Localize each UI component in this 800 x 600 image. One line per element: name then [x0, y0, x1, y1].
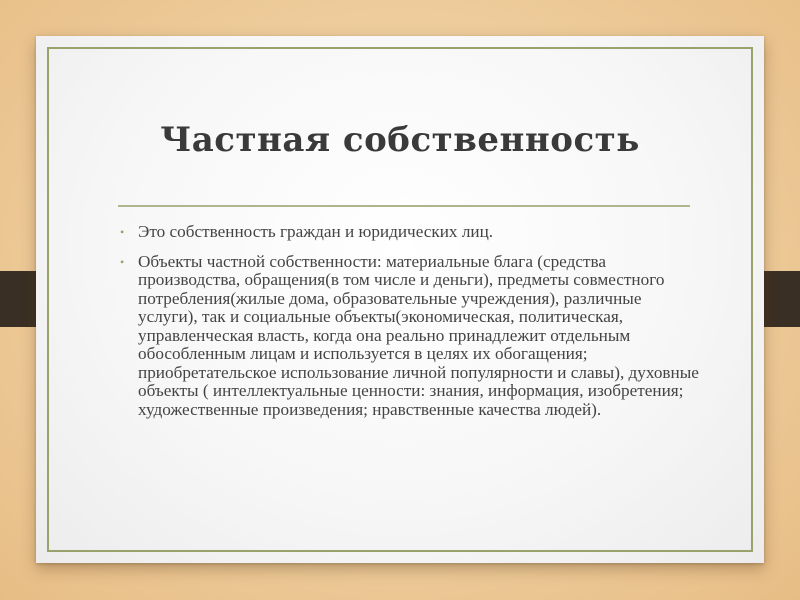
bullet-item [120, 253, 700, 420]
bullet-marker-icon: • [120, 225, 125, 239]
bullet-item [120, 223, 700, 242]
slide-title: Частная собственность [160, 120, 640, 160]
bullet-marker-icon: • [120, 254, 125, 269]
bullet-list [120, 223, 700, 430]
bullet-text: Это собственность граждан и юридических лиц. [138, 222, 494, 241]
slide-card [36, 36, 764, 563]
title-divider [118, 205, 690, 207]
bullet-text: Объекты частной собственности: материальные блага (средства производства, обращения(в том числе и деньги), предметы совместного потребления(жилые дома, образовательные учреждения), различные услуги), так и социальные объекты(экономическая, политическая, управленческая власть, когда она реально принадлежит отдельным обособленным лицам и используется в целях их обогащения; приобретательское использование личной популярности и славы), духовные объекты ( интеллектуальные ценности: знания, информация, изобретения; художественные произведения; нравственные качества людей). [138, 251, 699, 419]
